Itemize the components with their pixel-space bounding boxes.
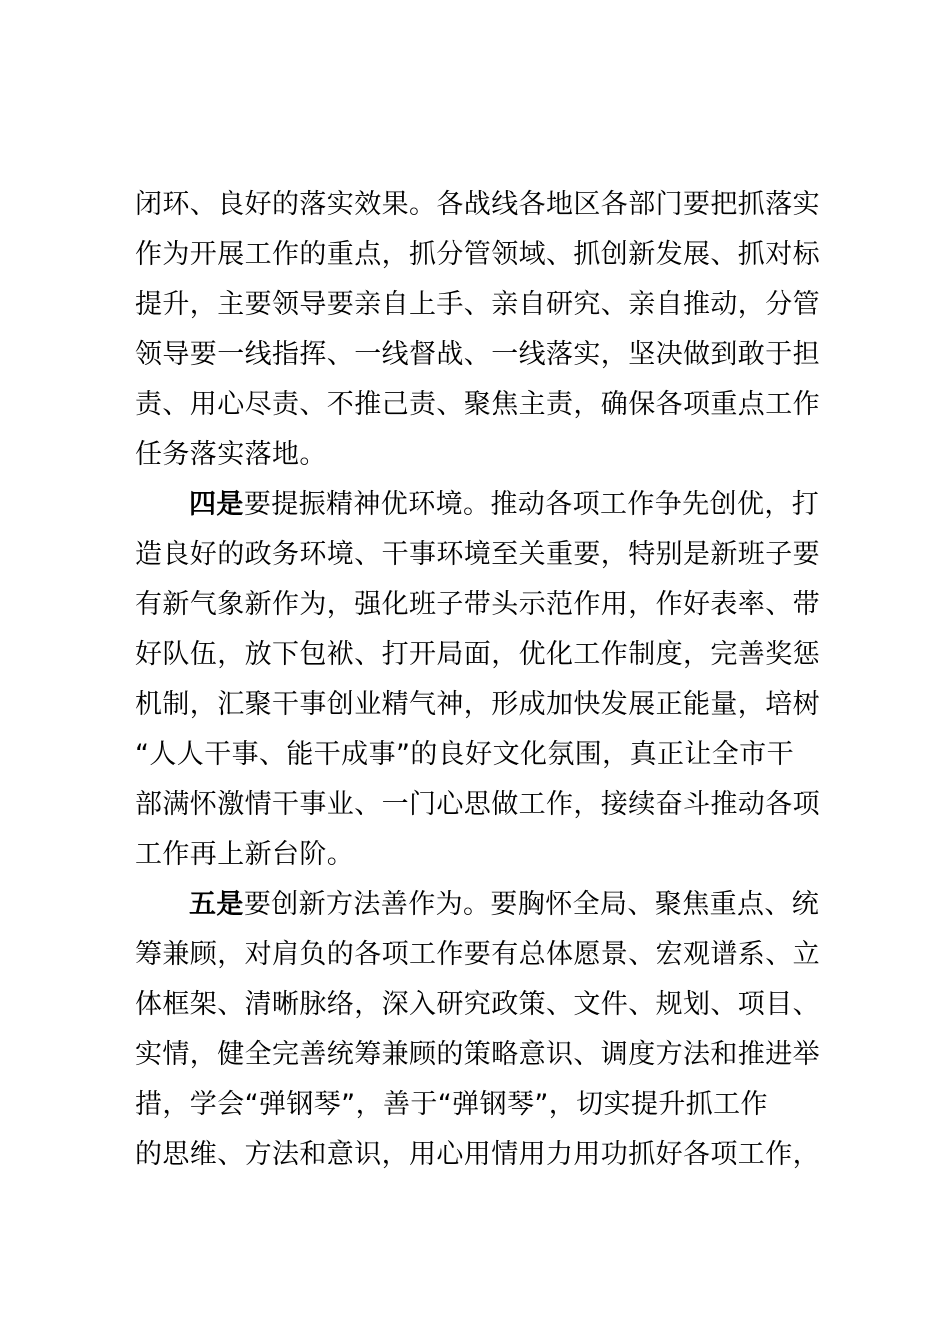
paragraph-continuation [135,180,835,480]
text-line-rest: 要提振精神优环境。推动各项工作争先创优，打 [243,489,820,520]
text-line-first [135,480,835,530]
text-line: 作为开展工作的重点，抓分管领域、抓创新发展、抓对标 [135,239,820,270]
text-line: 任务落实落地。 [135,439,327,470]
text-line: 的思维、方法和意识，用心用情用力用功抓好各项工作， [135,1139,820,1170]
text-line: 闭环、良好的落实效果。各战线各地区各部门要把抓落实 [135,189,820,220]
text-line: 提升，主要领导要亲自上手、亲自研究、亲自推动，分管 [135,289,820,320]
body-text [135,180,835,1180]
text-line-rest: 要创新方法善作为。要胸怀全局、聚焦重点、统 [243,889,820,920]
text-line: 工作再上新台阶。 [135,839,355,870]
paragraph-point-four [135,480,835,880]
paragraph-lead: 四是 [189,489,244,520]
text-line: 措，学会“弹钢琴”，善于“弹钢琴”，切实提升抓工作 [135,1089,768,1120]
text-line: 实情，健全完善统筹兼顾的策略意识、调度方法和推进举 [135,1039,820,1070]
text-line: 领导要一线指挥、一线督战、一线落实，坚决做到敢于担 [135,339,820,370]
text-line: 造良好的政务环境、干事环境至关重要，特别是新班子要 [135,539,820,570]
text-line-first [135,880,835,930]
text-line: 筹兼顾，对肩负的各项工作要有总体愿景、宏观谱系、立 [135,939,820,970]
text-line: 有新气象新作为，强化班子带头示范作用，作好表率、带 [135,589,820,620]
paragraph-point-five [135,880,835,1180]
paragraph-lead: 五是 [189,889,244,920]
text-line: 好队伍，放下包袱、打开局面，优化工作制度，完善奖惩 [135,639,820,670]
text-line: 责、用心尽责、不推己责、聚焦主责，确保各项重点工作 [135,389,820,420]
text-line: 体框架、清晰脉络，深入研究政策、文件、规划、项目、 [135,989,820,1020]
text-line: 部满怀激情干事业、一门心思做工作，接续奋斗推动各项 [135,789,820,820]
text-line: 机制，汇聚干事创业精气神，形成加快发展正能量，培树 [135,689,820,720]
text-line: “人人干事、能干成事”的良好文化氛围，真正让全市干 [135,739,794,770]
